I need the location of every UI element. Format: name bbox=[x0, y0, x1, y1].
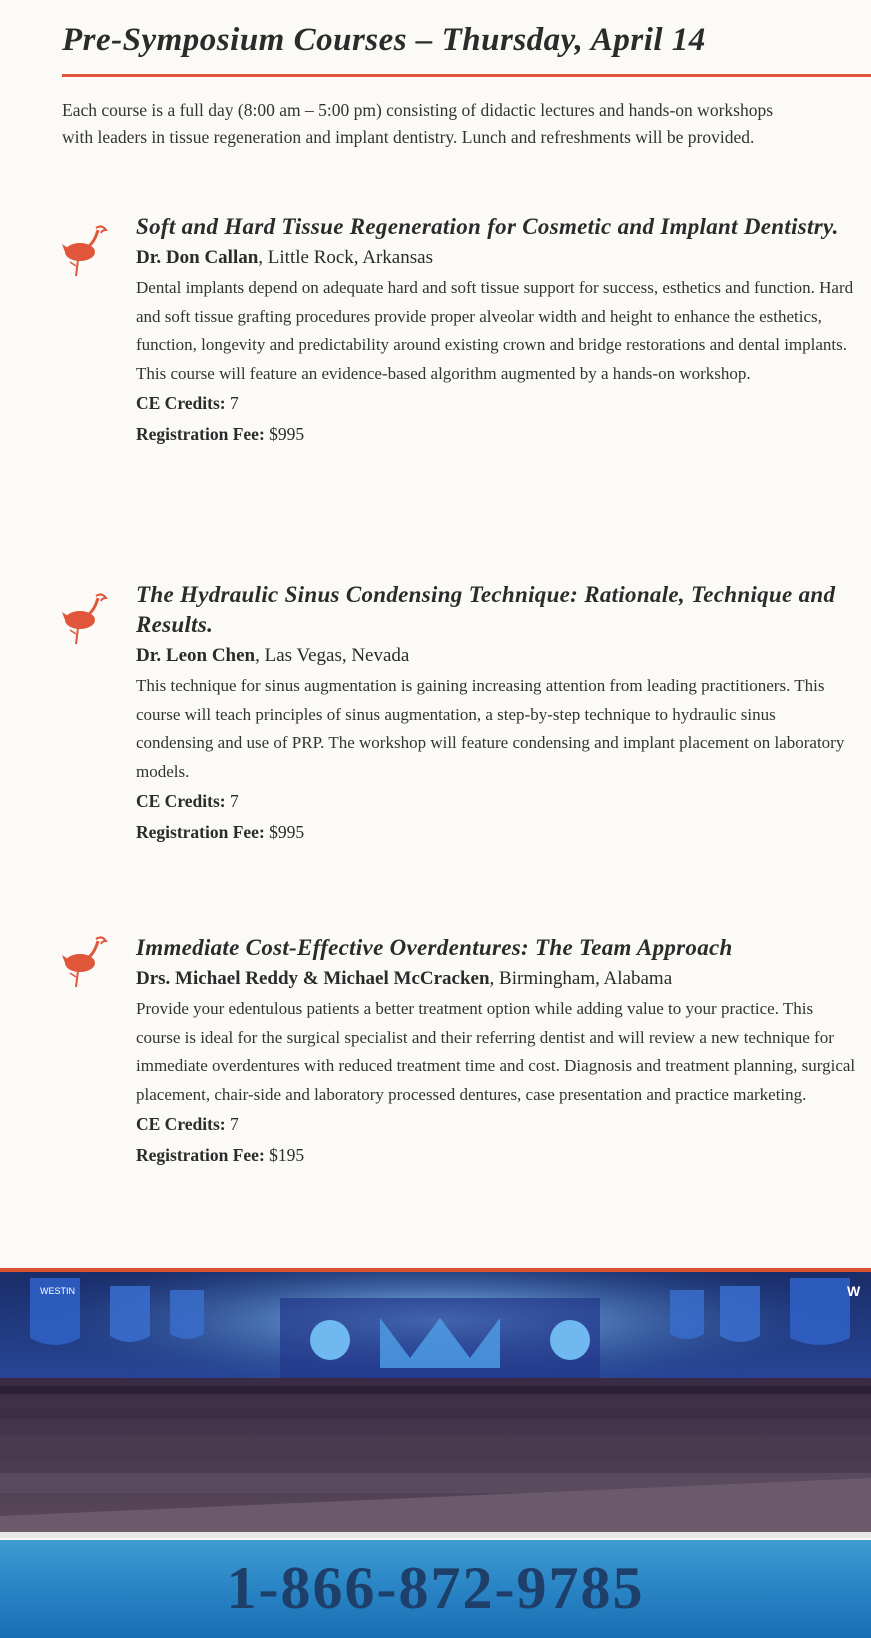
course-presenter bbox=[136, 640, 856, 672]
ce-label: CE Credits: bbox=[136, 791, 226, 811]
title-divider bbox=[62, 74, 871, 77]
presenter-location: , Las Vegas, Nevada bbox=[255, 645, 410, 666]
registration-fee bbox=[136, 419, 856, 450]
course-presenter bbox=[136, 242, 856, 274]
ce-credits bbox=[136, 786, 856, 817]
photo-top-rule bbox=[0, 1268, 871, 1272]
course-description: Dental implants depend on adequate hard and soft tissue support for success, esthetics and function. Hard and soft tissue grafting procedures provide proper alveolar width and height to enhance the esthetics, function, longevity and predictability around existing crown and bridge restorations and dental implants. This course will feature an evidence-based algorithm augmented by a hands-on workshop. bbox=[136, 278, 854, 383]
registration-fee bbox=[136, 1140, 856, 1171]
page-title: Pre-Symposium Courses – Thursday, April 14 bbox=[62, 22, 706, 58]
course-title: Soft and Hard Tissue Regeneration for Cosmetic and Implant Dentistry. bbox=[136, 214, 839, 239]
ce-label: CE Credits: bbox=[136, 393, 226, 413]
course-title: Immediate Cost-Effective Overdentures: The Team Approach bbox=[136, 935, 733, 960]
ballroom-photo bbox=[0, 1268, 871, 1534]
course-title: The Hydraulic Sinus Condensing Technique: Rationale, Technique and Results. bbox=[136, 582, 836, 637]
fee-label: Registration Fee: bbox=[136, 1145, 265, 1165]
fee-label: Registration Fee: bbox=[136, 822, 265, 842]
presenter-name: Drs. Michael Reddy & Michael McCracken bbox=[136, 968, 490, 989]
phone-number[interactable]: 1-866-872-9785 bbox=[226, 1555, 645, 1621]
ce-credits bbox=[136, 1109, 856, 1140]
intro-text: Each course is a full day (8:00 am – 5:00 pm) consisting of didactic lectures and hands-on workshops with leaders in tissue regeneration and implant dentistry. Lunch and refreshments will be provided. bbox=[62, 100, 774, 147]
ce-value: 7 bbox=[229, 791, 239, 811]
fee-value: $995 bbox=[269, 822, 305, 842]
presenter-name: Dr. Don Callan bbox=[136, 247, 259, 268]
ballroom-illustration bbox=[0, 1268, 871, 1534]
fee-value: $995 bbox=[269, 424, 305, 444]
presenter-location: , Little Rock, Arkansas bbox=[258, 247, 433, 268]
ce-value: 7 bbox=[229, 1114, 239, 1134]
presenter-location: , Birmingham, Alabama bbox=[489, 968, 673, 989]
flamingo-icon bbox=[60, 933, 110, 989]
fee-value: $195 bbox=[269, 1145, 305, 1165]
ce-value: 7 bbox=[229, 393, 239, 413]
ce-label: CE Credits: bbox=[136, 1114, 226, 1134]
ce-credits bbox=[136, 388, 856, 419]
course-description: Provide your edentulous patients a better treatment option while adding value to your practice. This course is ideal for the surgical specialist and their referring dentist and will review a new technique for immediate overdentures with reduced treatment time and cost. Diagnosis and treatment planning, surgical placement, chair-side and laboratory processed dentures, case presentation and practice marketing. bbox=[136, 999, 856, 1104]
flamingo-icon bbox=[60, 590, 110, 646]
banner-left-text: WESTIN bbox=[40, 1286, 75, 1296]
banner-right-text: W bbox=[847, 1283, 861, 1299]
registration-fee bbox=[136, 817, 856, 848]
photo-bottom-rule bbox=[0, 1532, 871, 1538]
course-description: This technique for sinus augmentation is gaining increasing attention from leading practitioners. This course will teach principles of sinus augmentation, a step-by-step technique to hydraulic sinus condensing and use of PRP. The workshop will feature condensing and implant placement on laboratory models. bbox=[136, 676, 845, 781]
phone-banner bbox=[0, 1540, 871, 1638]
fee-label: Registration Fee: bbox=[136, 424, 265, 444]
flamingo-icon bbox=[60, 222, 110, 278]
presenter-name: Dr. Leon Chen bbox=[136, 645, 256, 666]
course-presenter bbox=[136, 963, 856, 995]
